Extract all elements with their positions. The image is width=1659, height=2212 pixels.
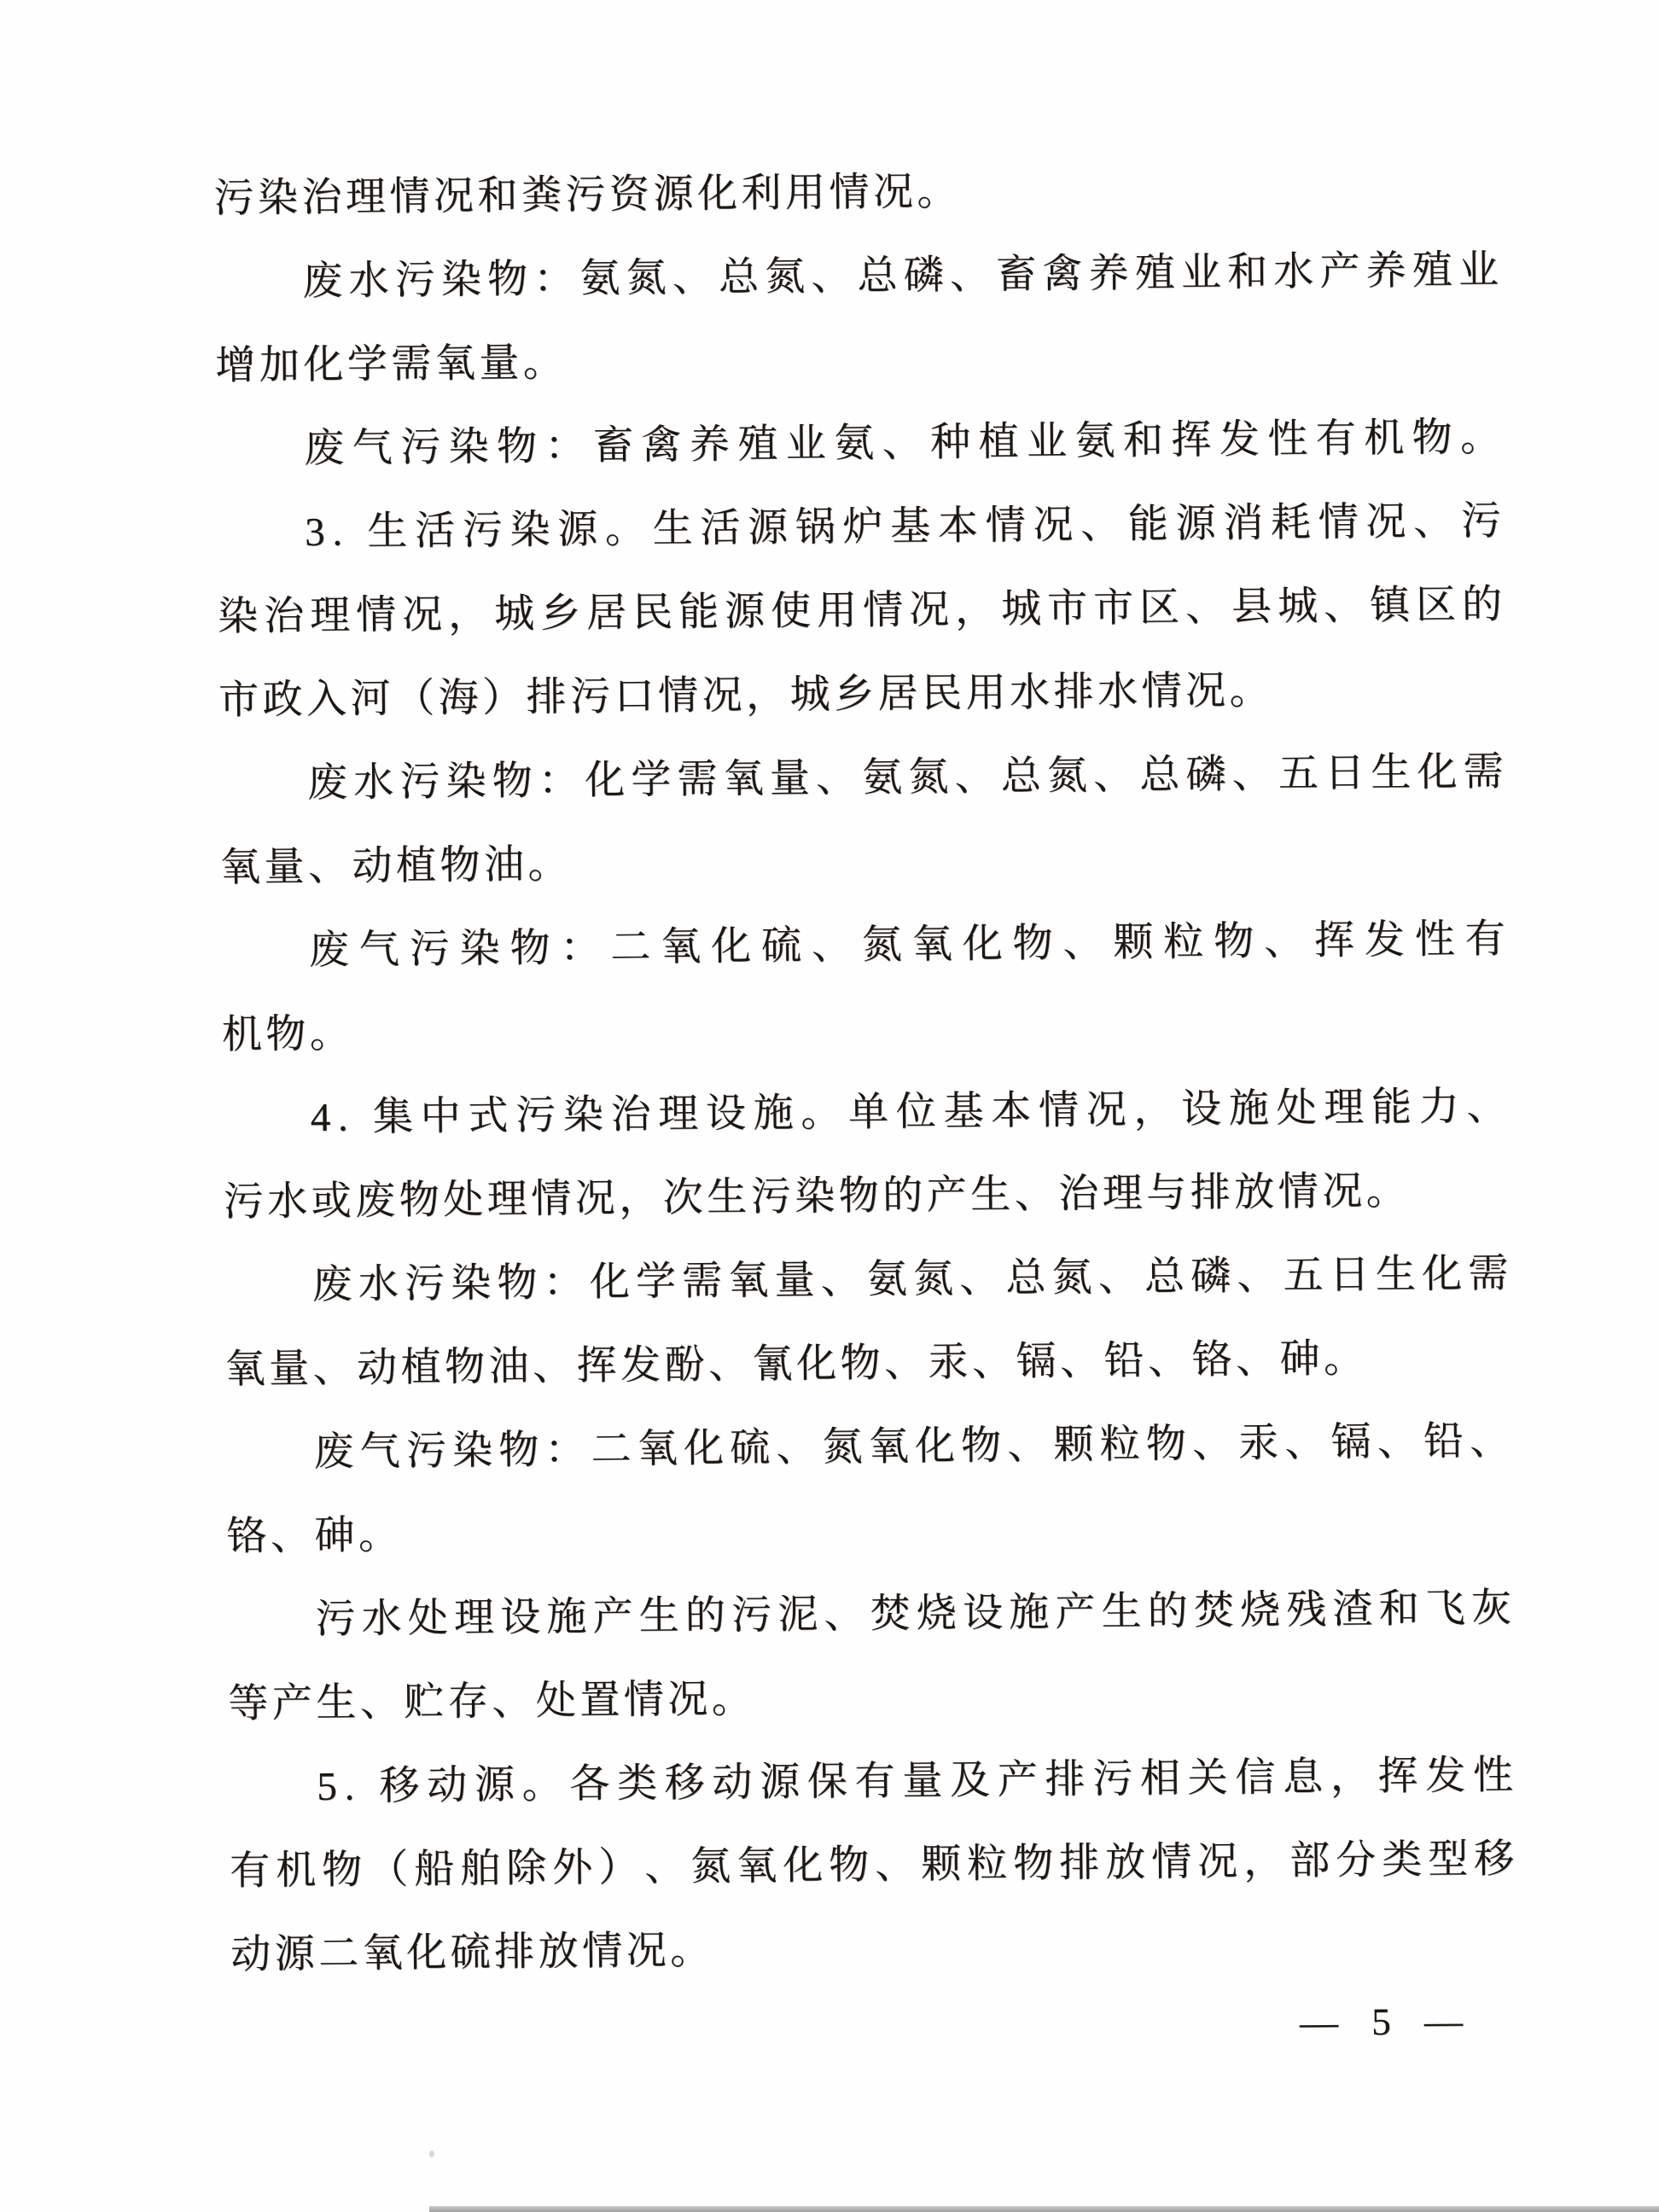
- text-line: 废 气 污 染 物 ： 二 氧 化 硫 、 氮 氧 化 物 、 颗 粒 物 、 汞 、 镉 、 铅 、: [313, 1418, 1511, 1475]
- text-line: 铬、砷。: [226, 1512, 403, 1559]
- text-line: 染 治 理 情 况 ， 城 乡 居 民 能 源 使 用 情 况 ， 城 市 市 区 、 县 城 、 镇 区 的: [217, 582, 1503, 639]
- text-line: 氧量、动植物油。: [219, 842, 573, 890]
- text-line: 动源二氧化硫排放情况。: [230, 1928, 714, 1977]
- text-line: 废 水 污 染 物 ： 化 学 需 氧 量 、 氨 氮 、 总 氮 、 总 磷 、 五 日 生 化 需: [306, 749, 1504, 806]
- text-line: 3 . 生 活 污 染 源 。 生 活 源 锅 炉 基 本 情 况 、 能 源 消 耗 情 况 、 污: [304, 498, 1502, 555]
- text-line: 废 水 污 染 物 ： 氨 氮 、 总 氮 、 总 磷 、 畜 禽 养 殖 业 和 水 产 养 殖 业: [302, 247, 1499, 305]
- text-line: 5 . 移 动 源 。 各 类 移 动 源 保 有 量 及 产 排 污 相 关 信 息 ， 挥 发 性: [317, 1753, 1514, 1809]
- text-line: 4 . 集 中 式 污 染 治 理 设 施 。 单 位 基 本 情 况 ， 设 施 处 理 能 力 、: [310, 1084, 1507, 1140]
- text-line: 机物。: [221, 1011, 354, 1057]
- text-line: 等产生、贮存、处置情况。: [228, 1676, 756, 1726]
- text-line: 废 水 污 染 物 ： 化 学 需 氧 量 、 氨 氮 、 总 氮 、 总 磷 、 五 日 生 化 需: [311, 1251, 1509, 1307]
- text-line: 市政入河（海）排污口情况，城乡居民用水排水情况。: [218, 668, 1274, 723]
- text-line: 废 气 污 染 物 ： 畜 禽 养 殖 业 氨 、 种 植 业 氨 和 挥 发 性 有 机 物 。: [304, 415, 1501, 471]
- text-line: 废 气 污 染 物 ： 二 氧 化 硫 、 氮 氧 化 物 、 颗 粒 物 、 挥 发 性 有: [308, 917, 1505, 973]
- text-line: 污 水 处 理 设 施 产 生 的 污 泥 、 焚 烧 设 施 产 生 的 焚 烧 残 渣 和 飞 灰: [315, 1586, 1512, 1642]
- text-line: 增加化学需氧量。: [215, 341, 568, 388]
- scan-edge-artifact-bar: [429, 2206, 1659, 2212]
- text-line: 污染治理情况和粪污资源化利用情况。: [213, 169, 962, 221]
- text-line: 有 机 物 （ 船 舶 除 外 ） 、 氮 氧 化 物 、 颗 粒 物 排 放 情 况 ， 部 分 类 型 移: [230, 1837, 1515, 1894]
- text-line: 氧量、动植物油、挥发酚、氰化物、汞、镉、铅、铬、砷。: [224, 1336, 1368, 1392]
- text-line: 污水或废物处理情况，次生污染物的产生、治理与排放情况。: [223, 1168, 1411, 1225]
- page-number: — 5 —: [1299, 1999, 1476, 2044]
- document-body: [213, 145, 1516, 2058]
- scan-speck-artifact: [429, 2151, 434, 2157]
